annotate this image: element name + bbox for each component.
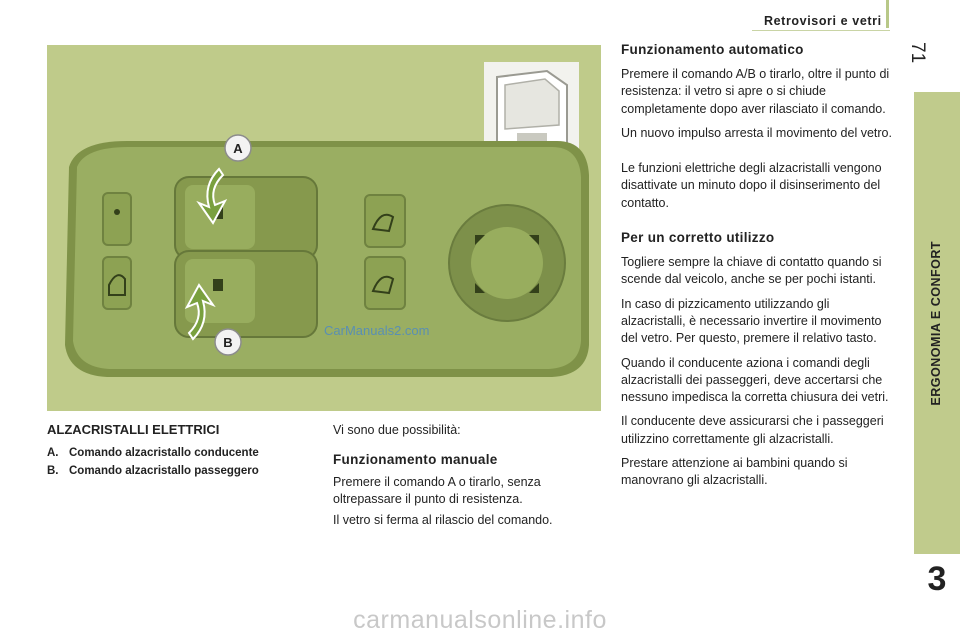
legend-text: Comando alzacristallo passeggero [69,465,259,477]
legend-key: A. [47,447,59,459]
mirror-heat-button [365,257,405,309]
auto-operation-heading: Funzionamento automatico [621,42,804,57]
legend-item-a [47,447,259,459]
chapter-tab-label: ERGONOMIA E CONFORT [929,240,943,406]
section-title: ALZACRISTALLI ELETTRICI [47,422,220,437]
window-switch-panel-drawing [47,45,601,411]
correct-use-heading: Per un corretto utilizzo [621,230,775,246]
auto-operation-paragraph: Premere il comando A/B o tirarlo, oltre il punto di resistenza: il vetro si apre o si chiude completamente dopo aver rilasciato il comando. [621,67,890,116]
correct-use-paragraph: In caso di pizzicamento utilizzando gli alzacristalli, è necessario invertire il movimento del vetro. Per questo, premere il relativo tasto. [621,296,882,346]
header-accent-bar [886,0,889,28]
manual-operation-heading: Funzionamento manuale [333,452,498,467]
auto-operation-paragraph: Le funzioni elettriche degli alzacristalli vengono disattivate un minuto dopo il disinserimento del contatto. [621,161,882,210]
illustration-watermark: CarManuals2.com [324,323,430,338]
header-rule [752,30,890,31]
chapter-tab-label-wrap [921,96,951,550]
footer-watermark: carmanualsonline.info [353,606,607,634]
callout-a-label: A [233,141,243,156]
page-header-title: Retrovisori e vetri [764,14,882,28]
lock-button [103,193,131,245]
legend-key: B. [47,465,59,477]
page-number: 71 [907,42,928,64]
child-lock-button [103,257,131,309]
callout-b-label: B [223,335,233,350]
correct-use-paragraph: Quando il conducente aziona i comandi degli alzacristalli dei passeggeri, deve accertarsi che nessuno impedisca la corretta chiusura dei vetri. [621,355,889,405]
legend-text: Comando alzacristallo conducente [69,447,259,459]
chapter-number: 3 [927,560,947,598]
right-column [621,42,896,497]
intro-text: Vi sono due possibilità: [333,423,461,437]
window-switch-illustration [47,45,601,411]
manual-operation-paragraph: Premere il comando A o tirarlo, senza oltrepassare il punto di resistenza. [333,475,541,507]
legend-item-b [47,465,259,477]
auto-operation-paragraph: Un nuovo impulso arresta il movimento del vetro. [621,125,892,140]
correct-use-paragraph: Il conducente deve assicurarsi che i passeggeri utilizzino correttamente gli alzacristalli. [621,414,884,446]
mirror-fold-button [365,195,405,247]
manual-operation-paragraph: Il vetro si ferma al rilascio del comando. [333,513,553,527]
correct-use-paragraph: Togliere sempre la chiave di contatto quando si scende dal veicolo, anche se per pochi istanti. [621,255,882,287]
correct-use-paragraph: Prestare attenzione ai bambini quando si manovrano gli alzacristalli. [621,456,848,488]
